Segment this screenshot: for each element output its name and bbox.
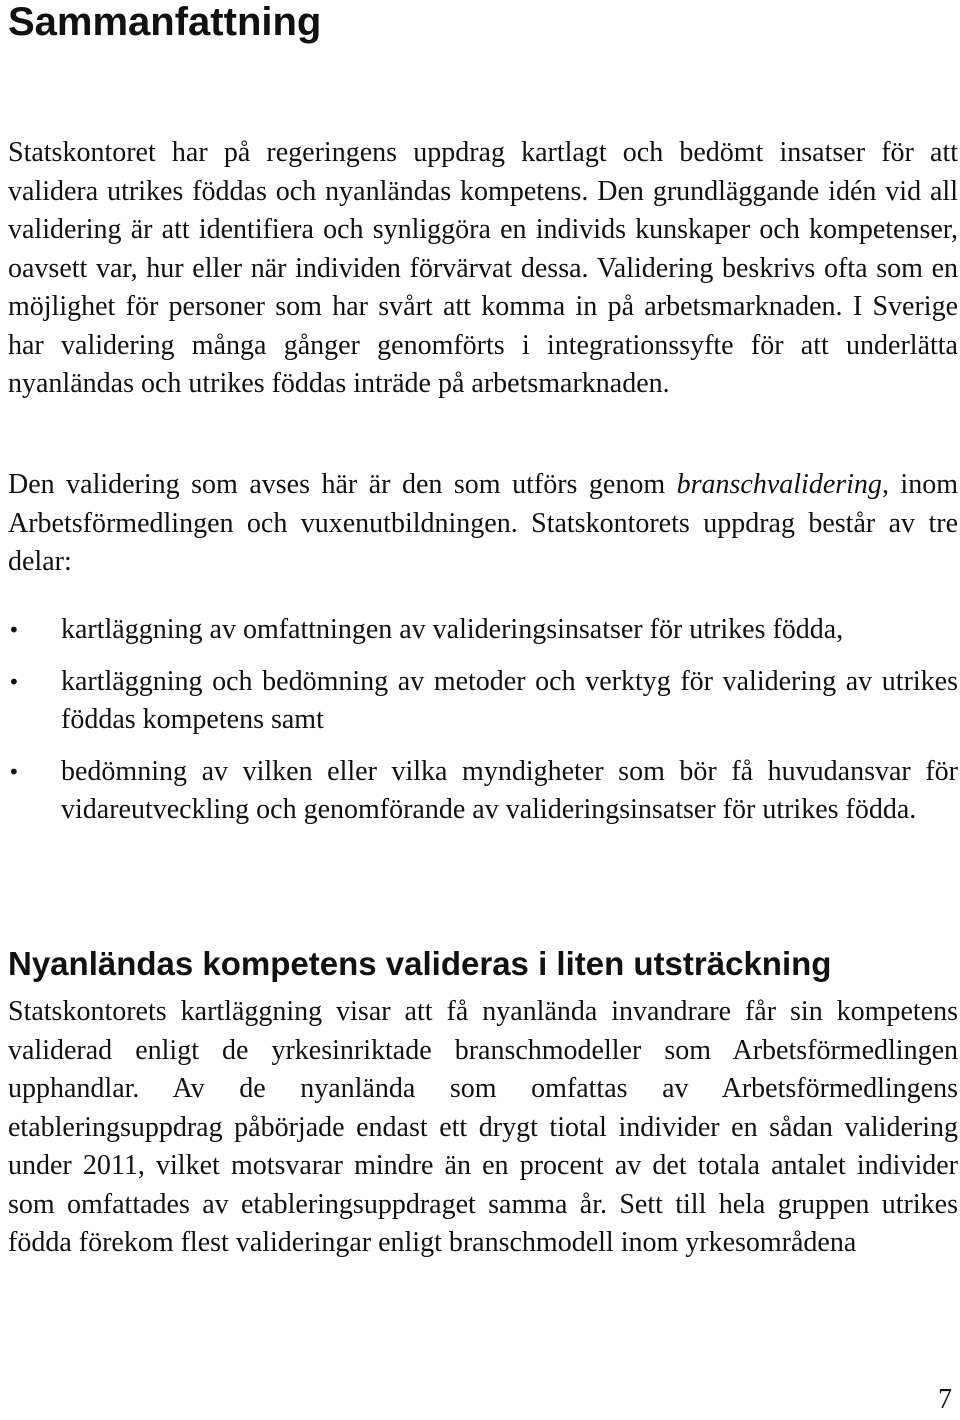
page-title: Sammanfattning (8, 0, 322, 44)
page-number: 7 (938, 1384, 952, 1415)
list-item (0, 611, 958, 650)
scope-paragraph-end: , inom Arbetsförmedlingen och vuxenutbildningen. Statskontorets uppdrag består av tre delar: (8, 469, 958, 577)
scope-paragraph (8, 466, 958, 582)
list-item-text: bedömning av vilken eller vilka myndigheter som bör få huvudansvar för vidareutveckling och genomförande av valideringsinsatser för utrikes födda. (61, 755, 958, 825)
scope-paragraph-start: Den validering som avses här är den som utförs genom (8, 469, 677, 500)
section-heading: Nyanländas kompetens valideras i liten utsträckning (8, 945, 832, 982)
intro-paragraph: Statskontoret har på regeringens uppdrag kartlagt och bedömt insatser för att validera utrikes föddas och nyanländas kompetens. Den grundläggande idén vid all validering är att identifiera och synliggöra en individs kunskaper och kompetenser, oavsett var, hur eller när individen förvärvat dessa. Validering beskrivs ofta som en möjlighet för personer som har svårt att komma in på arbetsmarknaden. I Sverige har validering många gånger genomförts i integrationssyfte för att underlätta nyanländas och utrikes föddas inträde på arbetsmarknaden. (8, 137, 958, 399)
list-item-text: kartläggning av omfattningen av valideringsinsatser för utrikes födda, (61, 614, 844, 645)
bullet-icon: • (8, 669, 20, 694)
list-item-text: kartläggning och bedömning av metoder och verktyg för validering av utrikes föddas kompetens samt (61, 665, 958, 735)
list-item (0, 663, 958, 740)
task-list (0, 611, 960, 830)
scope-paragraph-emphasis: branschvalidering (676, 469, 882, 500)
findings-paragraph: Statskontorets kartläggning visar att få nyanlända invandrare får sin kompetens validerad enligt de yrkesinriktade branschmodeller som Arbetsförmedlingen upphandlar. Av de nyanlända som omfattas av Arbetsförmedlingens etableringsuppdrag påbörjade endast ett drygt tiotal individer en sådan validering under 2011, vilket motsvarar mindre än en procent av det totala antalet individer som omfattades av etableringsuppdraget samma år. Sett till hela gruppen utrikes födda förekom flest valideringar enligt branschmodell inom yrkesområdena (8, 996, 958, 1258)
list-item (0, 753, 958, 830)
bullet-icon: • (8, 759, 20, 784)
bullet-icon: • (8, 618, 20, 642)
